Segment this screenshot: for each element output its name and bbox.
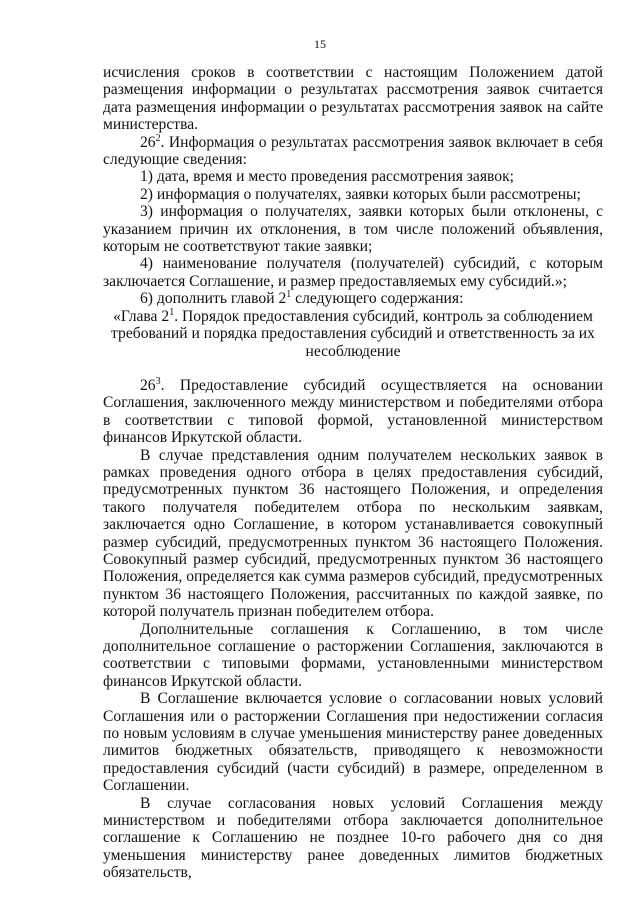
paragraph: В случае согласования новых условий Соглашения между министерством и победителями отбора заключается дополнительное соглашение к Соглашению не позднее 10-го рабочего дня со дня уменьшения министерству ранее доведенных лимитов бюджетных обязательств, xyxy=(103,794,603,882)
paragraph: В Соглашение включается условие о согласовании новых условий Соглашения или о расторжении Соглашения при недостижении согласия по новым условиям в случае уменьшения министерству ранее доведенных лимитов бюджетных обязательств, приводящего к невозможности предоставления субсидий (части субсидий) в размере, определенном в Соглашении. xyxy=(103,690,603,795)
clause-number: 26 xyxy=(140,133,156,151)
clause-superscript: 2 xyxy=(155,132,161,144)
paragraph: В случае представления одним получателем нескольких заявок в рамках проведения одного отбора в целях предоставления субсидий, предусмотренных пунктом 36 настоящего Положения, и определения такого получателя победителем отбора по нескольким заявкам, заключается одно Соглашение, в котором устанавливается совокупный размер субсидий, предусмотренных пунктом 36 настоящего Положения. Совокупный размер субсидий, предусмотренных пунктом 36 настоящего Положения, определяется как сумма размеров субсидий, предусмотренных пунктом 36 настоящего Положения, рассчитанных по каждой заявке, по которой получатель признан победителем отбора. xyxy=(103,446,603,621)
paragraph: исчисления сроков в соответствии с настоящим Положением датой размещения информации о результатах рассмотрения заявок считается дата размещения информации о результатах рассмотрения заявок на сайте министерства. xyxy=(103,64,603,134)
clause-text: . Информация о результатах рассмотрения заявок включает в себя следующие сведения: xyxy=(103,133,603,169)
chapter-superscript: 1 xyxy=(286,289,292,301)
page-number: 15 xyxy=(314,37,326,51)
list-item: 2) информация о получателях, заявки которых были рассмотрены; xyxy=(140,185,581,203)
clause-superscript: 3 xyxy=(155,375,161,387)
chapter-title-rest: . Порядок предоставления субсидий, контроль за соблюдением требований и порядка предоставления субсидий и ответственность за их несоблюдение xyxy=(111,307,595,360)
document-body xyxy=(103,64,603,882)
chapter-title-start: «Глава 2 xyxy=(113,307,170,325)
amendment-text: 6) дополнить главой 2 xyxy=(140,290,287,308)
paragraph: Дополнительные соглашения к Соглашению, в том числе дополнительное соглашение о расторжении Соглашения, заключаются в соответствии с типовыми формами, установленными министерством финансов Иркутской области. xyxy=(103,620,603,690)
paragraph-26-2 xyxy=(103,134,603,169)
clause-number: 26 xyxy=(140,376,156,394)
list-item: 4) наименование получателя (получателей) субсидий, с которым заключается Соглашение, и размер предоставляемых ему субсидий.»; xyxy=(103,255,603,290)
chapter-heading xyxy=(103,308,603,360)
list-item: 3) информация о получателях, заявки которых были отклонены, с указанием причин их отклонения, в том числе положений объявления, которым не соответствуют такие заявки; xyxy=(103,203,603,256)
chapter-title-superscript: 1 xyxy=(169,306,175,318)
amendment-text-end: следующего содержания: xyxy=(291,290,464,308)
list-item: 1) дата, время и место проведения рассмотрения заявок; xyxy=(140,168,514,186)
paragraph-26-3 xyxy=(103,377,603,447)
amendment-item xyxy=(103,290,603,307)
clause-text: . Предоставление субсидий осуществляется на основании Соглашения, заключенного между министерством и победителями отбора в соответствии с типовой формой, установленной министерством финансов Иркутской области. xyxy=(103,376,603,447)
